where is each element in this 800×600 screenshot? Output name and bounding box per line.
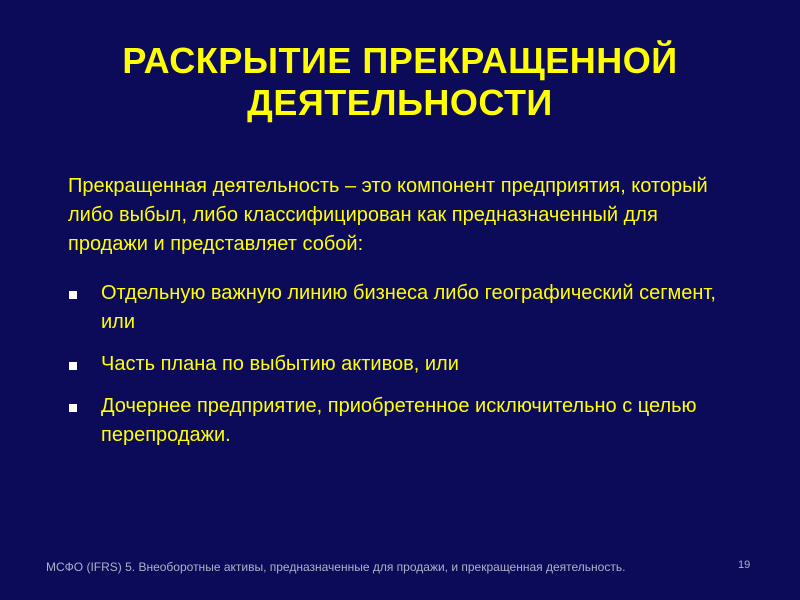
slide-title: РАСКРЫТИЕ ПРЕКРАЩЕННОЙ ДЕЯТЕЛЬНОСТИ (122, 40, 678, 123)
list-item (68, 350, 728, 379)
bullet-text: Дочернее предприятие, приобретенное исключительно с целью перепродажи. (101, 395, 697, 446)
page-number: 19 (738, 559, 751, 571)
square-bullet-icon (69, 362, 77, 370)
square-bullet-icon (69, 291, 77, 299)
slide-body (68, 172, 728, 463)
intro-paragraph: Прекращенная деятельность – это компонент предприятия, который либо выбыл, либо классифицирован как предназначенный для продажи и представляет собой: (68, 175, 708, 255)
bullet-list (68, 279, 728, 450)
list-item (68, 279, 728, 337)
bullet-text: Часть плана по выбытию активов, или (101, 353, 459, 375)
square-bullet-icon (69, 404, 77, 412)
list-item (68, 392, 728, 450)
slide-footer: МСФО (IFRS) 5. Внеоборотные активы, предназначенные для продажи, и прекращенная деятельность. (46, 560, 626, 574)
bullet-text: Отдельную важную линию бизнеса либо географический сегмент, или (101, 282, 716, 333)
